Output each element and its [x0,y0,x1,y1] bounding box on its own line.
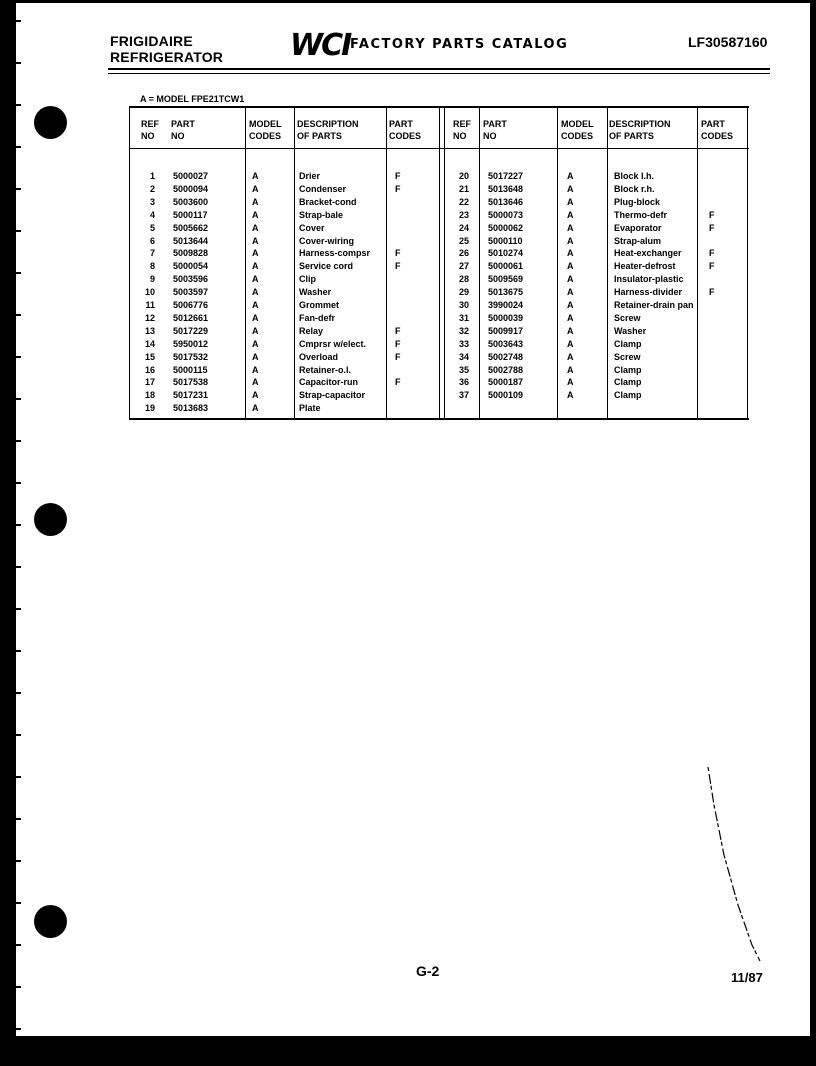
cell-model: A [252,312,259,323]
scan-scratch-mark [700,765,770,965]
scan-border-top [0,0,816,3]
cell-code: F [395,261,401,272]
punch-hole-top [34,106,67,139]
column-divider [557,108,558,418]
cell-part: 5003600 [173,196,209,207]
border-tick [16,566,21,568]
cell-code: F [395,325,401,336]
cell-desc: Plate [299,403,321,414]
cell-part: 5950012 [173,338,209,349]
cell-ref: 29 [458,287,469,298]
cell-part: 5017229 [173,325,209,336]
cell-model: A [252,364,259,375]
cell-model: A [567,171,574,181]
cell-ref: 25 [458,235,469,246]
border-tick [16,62,21,64]
column-header-line1: PART [171,119,195,129]
cell-ref: 16 [144,364,155,375]
cell-desc: Insulator-plastic [614,274,684,285]
cell-part: 5000187 [488,377,524,388]
cell-ref: 9 [149,274,155,285]
cell-desc: Grommet [299,300,340,310]
cell-desc: Bracket-cond [299,196,357,207]
column-header [609,118,671,142]
cell-part: 5009828 [173,248,209,259]
catalog-title: FACTORY PARTS CATALOG [350,37,569,52]
cell-ref: 7 [149,248,155,259]
cell-model: A [252,403,259,414]
cell-ref: 22 [458,196,469,207]
cell-model: A [567,209,574,220]
header-rule-thin [108,73,770,74]
column-header-line2: OF PARTS [297,131,342,141]
cell-desc: Washer [299,287,332,298]
border-tick [16,398,21,400]
column-divider [386,108,387,418]
border-tick [16,650,21,652]
punch-hole-middle [34,503,67,536]
column-divider [294,108,295,418]
cell-desc: Capacitor-run [299,377,359,388]
cell-part: 5003596 [173,274,209,285]
revision-date: 11/87 [731,970,763,985]
cell-part: 3990024 [488,300,524,310]
header-rule-thick [108,68,770,70]
cell-ref: 6 [149,235,155,246]
cell-part: 5000061 [488,261,524,272]
brand-line-1: FRIGIDAIRE [110,33,193,49]
column-divider [607,108,608,418]
cell-model: A [567,390,574,401]
cell-desc: Fan-defr [299,312,335,323]
column-header [297,118,359,142]
cell-model: A [252,222,259,233]
brand-line-2: REFRIGERATOR [110,49,224,65]
cell-part: 5000062 [488,222,524,233]
cell-desc: Clamp [614,338,642,349]
cell-ref: 15 [144,351,155,362]
column-header-line1: DESCRIPTION [609,119,671,129]
cell-desc: Clamp [614,377,642,388]
cell-desc: Harness-compsr [299,248,371,259]
cell-model: A [567,183,574,194]
cell-part: 5000094 [173,183,209,194]
border-tick [16,20,21,22]
cell-desc: Screw [614,351,641,362]
cell-model: A [567,248,574,259]
cell-desc: Service cord [299,261,354,272]
cell-ref: 37 [458,390,469,401]
scan-border-right [810,0,816,1066]
border-tick [16,734,21,736]
cell-part: 5000054 [173,261,209,272]
cell-desc: Washer [614,325,647,336]
wci-logo: WCI [290,28,351,63]
cell-desc: Heater-defrost [614,261,676,272]
cell-code: F [709,209,715,220]
cell-part: 5010274 [488,248,524,259]
cell-part: 5017532 [173,351,209,362]
cell-part: 5000039 [488,312,524,323]
cell-model: A [252,274,259,285]
cell-ref: 8 [149,261,155,272]
cell-code: F [709,261,715,272]
cell-ref: 14 [144,338,155,349]
cell-part: 5000117 [173,209,208,220]
cell-ref: 12 [144,312,155,323]
column-header-line2: CODES [561,131,594,141]
cell-ref: 35 [458,364,469,375]
cell-ref: 26 [458,248,469,259]
border-tick [16,860,21,862]
cell-desc: Condenser [299,183,347,194]
cell-part: 5013646 [488,196,524,207]
column-header-line2: NO [141,131,155,141]
cell-part: 5009917 [488,325,524,336]
cell-ref: 11 [145,300,155,310]
column-header-line1: MODEL [561,119,594,129]
cell-desc: Heat-exchanger [614,248,682,259]
border-tick [16,524,21,526]
column-header [171,118,195,142]
cell-model: A [567,300,574,310]
border-tick [16,314,21,316]
cell-part: 5003597 [173,287,209,298]
cell-desc: Screw [614,312,641,323]
border-tick [16,608,21,610]
cell-ref: 30 [458,300,469,310]
cell-code: F [395,248,401,259]
border-tick [16,692,21,694]
cell-model: A [252,287,259,298]
cell-ref: 23 [458,209,469,220]
column-header [453,118,471,142]
cell-model: A [567,287,574,298]
border-tick [16,902,21,904]
column-divider [129,108,130,418]
border-tick [16,230,21,232]
cell-code: F [395,351,401,362]
column-divider [747,108,748,418]
cell-model: A [252,351,259,362]
cell-model: A [252,261,259,272]
cell-model: A [567,274,574,285]
border-tick [16,944,21,946]
cell-desc: Block l.h. [614,171,655,181]
cell-part: 5017538 [173,377,209,388]
cell-code: F [395,171,401,181]
cell-part: 5000027 [173,171,209,181]
cell-ref: 18 [144,390,155,401]
border-tick [16,776,21,778]
cell-ref: 2 [149,183,155,194]
cell-ref: 21 [458,183,469,194]
cell-desc: Thermo-defr [614,209,668,220]
cell-model: A [567,222,574,233]
cell-part: 5005662 [173,222,209,233]
cell-desc: Strap-bale [299,209,344,220]
column-header-line2: CODES [249,131,282,141]
column-header-line2: NO [171,131,185,141]
cell-model: A [567,261,574,272]
column-header-line1: DESCRIPTION [297,119,359,129]
column-header [249,118,282,142]
cell-model: A [252,338,259,349]
cell-desc: Cover [299,222,325,233]
cell-part: 5003643 [488,338,524,349]
border-tick [16,356,21,358]
scan-border-bottom [0,1036,816,1066]
cell-ref: 36 [458,377,469,388]
cell-part: 5006776 [173,300,209,310]
cell-model: A [252,377,259,388]
cell-part: 5000110 [488,235,523,246]
cell-ref: 31 [458,312,469,323]
column-header [483,118,507,142]
border-tick [16,482,21,484]
column-divider [697,108,698,418]
column-header [561,118,594,142]
scan-border-left [0,0,16,1066]
cell-desc: Drier [299,171,321,181]
border-tick [16,188,21,190]
cell-desc: Block r.h. [614,183,655,194]
cell-part: 5000073 [488,209,524,220]
cell-desc: Retainer-o.l. [299,364,352,375]
cell-part: 5013675 [488,287,524,298]
cell-model: A [252,183,259,194]
cell-code: F [395,183,401,194]
column-header-line2: CODES [389,131,422,141]
cell-model: A [252,248,259,259]
brand-block [110,33,223,65]
cell-part: 5000109 [488,390,524,401]
column-header-line2: NO [453,131,467,141]
cell-code: F [709,222,715,233]
cell-desc: Strap-alum [614,235,662,246]
cell-desc: Relay [299,325,324,336]
cell-part: 5009569 [488,274,524,285]
cell-model: A [567,351,574,362]
cell-desc: Plug-block [614,196,661,207]
column-header-line1: REF [453,119,471,129]
border-tick [16,146,21,148]
cell-ref: 1 [149,171,155,181]
parts-table [129,106,749,420]
cell-ref: 24 [458,222,469,233]
cell-part: 5002748 [488,351,524,362]
cell-ref: 17 [144,377,155,388]
cell-model: A [567,196,574,207]
cell-desc: Clamp [614,364,642,375]
cell-model: A [567,377,574,388]
cell-model: A [567,364,574,375]
column-header-line1: REF [141,119,159,129]
cell-ref: 34 [458,351,469,362]
border-tick [16,104,21,106]
column-header [389,118,421,142]
column-header-line2: CODES [701,131,734,141]
column-divider [245,108,246,418]
cell-model: A [252,390,259,401]
cell-code: F [709,287,715,298]
column-header-line2: OF PARTS [609,131,654,141]
cell-code: F [395,377,401,388]
column-header [141,118,159,142]
cell-desc: Overload [299,351,339,362]
column-divider [439,108,440,418]
column-divider [444,108,445,418]
catalog-number: LF30587160 [688,34,768,50]
border-tick [16,986,21,988]
cell-ref: 19 [144,403,155,414]
cell-part: 5012661 [173,312,209,323]
cell-desc: Harness-divider [614,287,683,298]
cell-model: A [567,338,574,349]
cell-part: 5017231 [173,390,209,401]
cell-model: A [252,325,259,336]
column-header-line1: PART [389,119,413,129]
cell-desc: Cmprsr w/elect. [299,338,367,349]
cell-ref: 28 [458,274,469,285]
cell-ref: 32 [458,325,469,336]
cell-code: F [709,248,715,259]
cell-ref: 13 [144,325,155,336]
punch-hole-bottom [34,905,67,938]
column-header-line1: PART [701,119,725,129]
cell-part: 5000115 [173,364,208,375]
cell-part: 5002788 [488,364,524,375]
cell-code: F [395,338,401,349]
page-number: G-2 [416,963,440,979]
cell-part: 5013683 [173,403,209,414]
cell-model: A [567,235,574,246]
cell-model: A [252,196,259,207]
border-tick [16,1028,21,1030]
cell-desc: Cover-wiring [299,235,355,246]
cell-model: A [252,300,259,310]
cell-desc: Retainer-drain pan [614,300,694,310]
cell-desc: Clamp [614,390,642,401]
cell-model: A [252,235,259,246]
cell-model: A [252,209,259,220]
border-tick [16,272,21,274]
cell-part: 5013644 [173,235,209,246]
cell-model: A [567,312,574,323]
border-tick [16,440,21,442]
border-tick [16,818,21,820]
cell-model: A [252,171,259,181]
column-divider [479,108,480,418]
column-header-line1: MODEL [249,119,282,129]
column-header-line1: PART [483,119,507,129]
cell-ref: 33 [458,338,469,349]
column-header [701,118,733,142]
cell-desc: Strap-capacitor [299,390,366,401]
column-header-line2: NO [483,131,497,141]
cell-desc: Clip [299,274,316,285]
cell-ref: 27 [458,261,469,272]
cell-desc: Evaporator [614,222,662,233]
cell-part: 5013648 [488,183,524,194]
cell-ref: 4 [149,209,155,220]
cell-part: 5017227 [488,171,524,181]
cell-model: A [567,325,574,336]
cell-ref: 10 [144,287,155,298]
cell-ref: 20 [458,171,469,181]
cell-ref: 5 [149,222,155,233]
cell-ref: 3 [149,196,155,207]
model-legend: A = MODEL FPE21TCW1 [140,94,245,104]
